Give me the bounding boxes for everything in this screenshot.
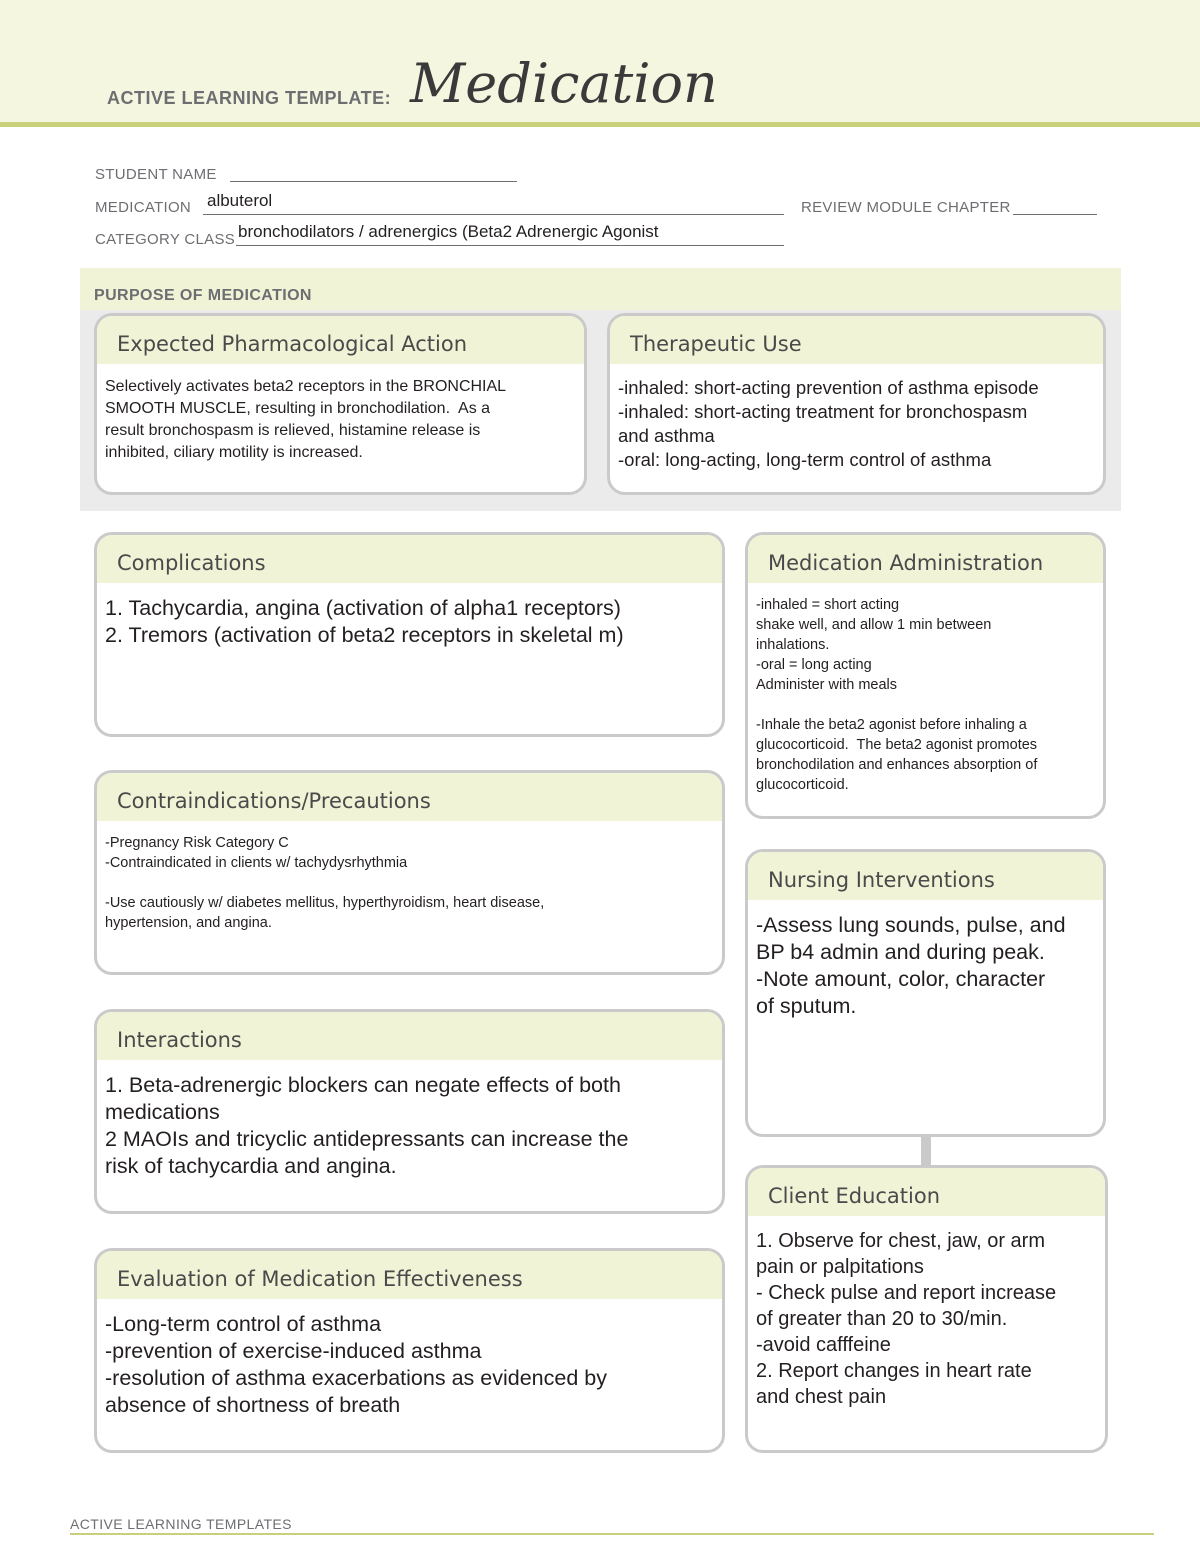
expected-action-box [94,313,587,495]
expected-action-text[interactable]: Selectively activates beta2 receptors in the BRONCHIAL SMOOTH MUSCLE, resulting in bronchodilation. As a result bronchospasm is relieved, histamine release is inhibited, ciliary motility is increased. [105,378,507,461]
evaluation-text[interactable]: -Long-term control of asthma -prevention of exercise-induced asthma -resolution of asthma exacerbations as evidenced by absence of shortness of breath [105,1312,607,1417]
therapeutic-use-text[interactable]: -inhaled: short-acting prevention of asthma episode -inhaled: short-acting treatment for bronchospasm and asthma -oral: long-acting, long-term control of asthma [618,377,1039,470]
footer-rule [70,1533,1154,1535]
evaluation-title: Evaluation of Medication Effectiveness [97,1251,722,1301]
medication-administration-box [745,532,1106,819]
header-rule [0,122,1200,127]
interactions-box [94,1009,725,1214]
nursing-interventions-title: Nursing Interventions [748,852,1103,902]
page-title: Medication [410,52,718,115]
review-module-line [1013,214,1097,215]
contraindications-text[interactable]: -Pregnancy Risk Category C -Contraindicated in clients w/ tachydysrhythmia -Use cautiously w/ diabetes mellitus, hyperthyroidism, heart disease, hypertension, and angina. [105,835,545,931]
medication-line [203,214,784,215]
client-education-title: Client Education [748,1168,1105,1218]
category-class-label: CATEGORY CLASS [95,231,236,248]
interactions-text[interactable]: 1. Beta-adrenergic blockers can negate effects of both medications 2 MAOIs and tricyclic antidepressants can increase the risk of tachycardia and angina. [105,1073,629,1178]
student-name-line [230,181,517,182]
complications-title: Complications [97,535,722,585]
therapeutic-use-title: Therapeutic Use [610,316,1103,366]
therapeutic-use-box [607,313,1106,495]
nursing-interventions-box [745,849,1106,1137]
interactions-title: Interactions [97,1012,722,1062]
complications-box [94,532,725,737]
nursing-interventions-text[interactable]: -Assess lung sounds, pulse, and BP b4 admin and during peak. -Note amount, color, character of sputum. [756,913,1066,1018]
evaluation-box [94,1248,725,1453]
expected-action-title: Expected Pharmacological Action [97,316,584,366]
review-module-label: REVIEW MODULE CHAPTER [801,199,1011,216]
purpose-label: PURPOSE OF MEDICATION [94,287,312,304]
client-education-box [745,1165,1108,1453]
category-class-line [236,245,784,246]
complications-text[interactable]: 1. Tachycardia, angina (activation of alpha1 receptors) 2. Tremors (activation of beta2 receptors in skeletal m) [105,596,624,647]
contraindications-box [94,770,725,975]
medication-administration-text[interactable]: -inhaled = short acting shake well, and allow 1 min between inhalations. -oral = long acting Administer with meals -Inhale the beta2 agonist before inhaling a glucocorticoid. The beta2 agonist promotes bronchodilation and enhances absorption of glucocorticoid. [756,597,1038,793]
connector-bar [921,1135,931,1165]
medication-administration-title: Medication Administration [748,535,1103,585]
medication-field[interactable]: albuterol [207,191,273,210]
student-name-label: STUDENT NAME [95,166,217,183]
client-education-text[interactable]: 1. Observe for chest, jaw, or arm pain or palpitations - Check pulse and report increase of greater than 20 to 30/min. -avoid cafffeine 2. Report changes in heart rate and chest pain [756,1230,1057,1408]
footer-label: ACTIVE LEARNING TEMPLATES [70,1516,292,1532]
template-label: ACTIVE LEARNING TEMPLATE: [107,88,392,108]
contraindications-title: Contraindications/Precautions [97,773,722,823]
category-class-field[interactable]: bronchodilators / adrenergics (Beta2 Adrenergic Agonist [238,222,659,241]
medication-label: MEDICATION [95,199,192,216]
